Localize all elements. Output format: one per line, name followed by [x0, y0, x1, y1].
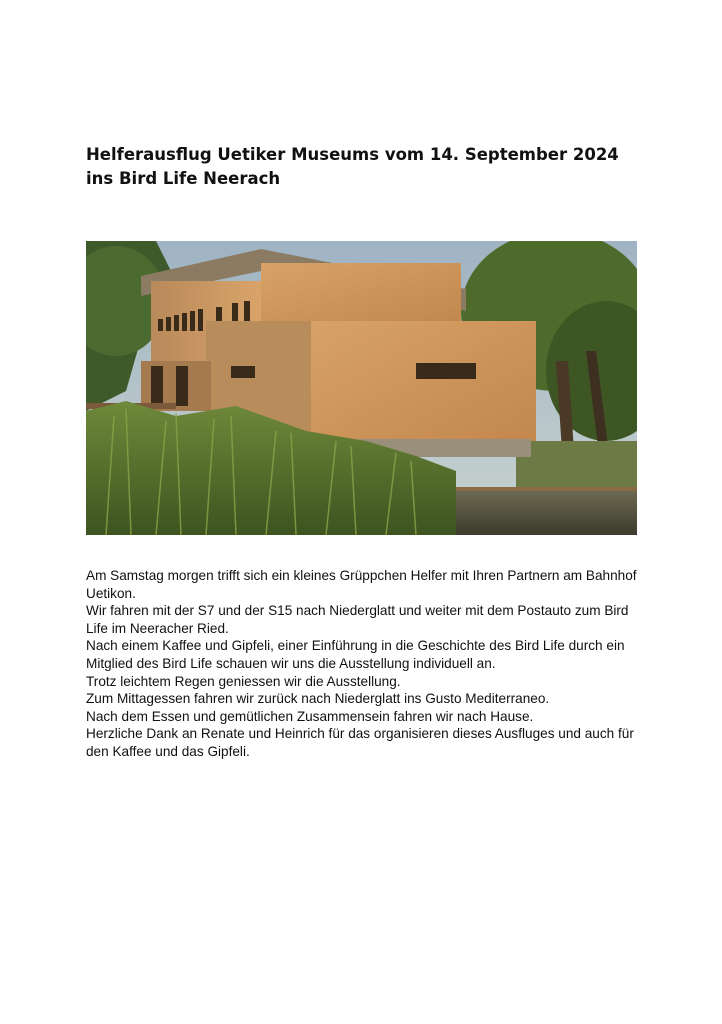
body-line: Am Samstag morgen trifft sich ein kleines Grüppchen Helfer mit Ihren Partnern am Bahnhof — [86, 568, 637, 583]
bird-life-center-photo — [86, 241, 637, 535]
body-line: Zum Mittagessen fahren wir zurück nach Niederglatt ins Gusto Mediterraneo. — [86, 691, 550, 707]
body-line: Nach einem Kaffee und Gipfeli, einer Einführung in die Geschichte des Bird Life durch ein — [86, 638, 625, 654]
body-line: Nach dem Essen und gemütlichen Zusammensein fahren wir nach Hause. — [86, 708, 534, 724]
body-line: Life im Neeracher Ried. — [86, 620, 229, 636]
title-line-1: Helferausflug Uetiker Museums vom 14. September 2024 — [86, 145, 619, 164]
body-line: Wir fahren mit der S7 und der S15 nach Niederglatt und weiter mit dem Postauto zum Bird — [86, 603, 629, 619]
body-line: den Kaffee und das Gipfeli. — [86, 743, 250, 759]
body-line: Herzliche Dank an Renate und Heinrich für das organisieren dieses Ausfluges und auch für — [86, 726, 634, 742]
body-line: Uetikon. — [86, 585, 136, 601]
body-line: Trotz leichtem Regen geniessen wir die Ausstellung. — [86, 673, 401, 689]
body-text — [86, 567, 646, 761]
title-line-2: ins Bird Life Neerach — [86, 169, 281, 188]
page-title — [86, 143, 646, 191]
body-line: Mitglied des Bird Life schauen wir uns die Ausstellung individuell an. — [86, 655, 496, 671]
